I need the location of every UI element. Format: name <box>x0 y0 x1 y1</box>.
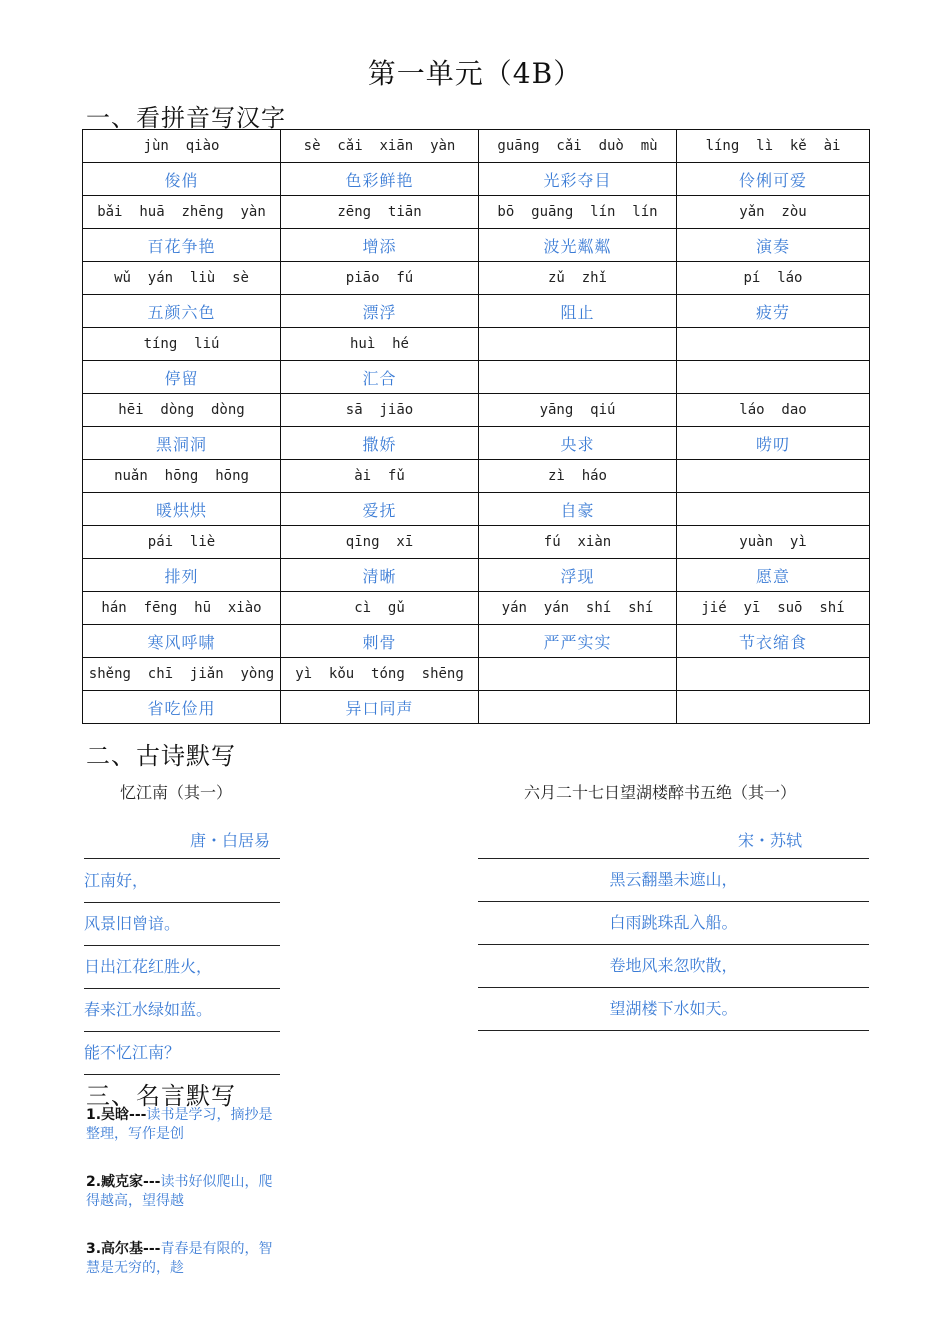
pinyin-cell: zì háo <box>479 460 677 493</box>
pinyin-cell: yán yán shí shí <box>479 592 677 625</box>
quote-author: 2.臧克家--- <box>86 1174 161 1190</box>
pinyin-row <box>83 592 870 625</box>
quote-text: 读书好似爬山，爬得越高，望得越 <box>86 1174 273 1209</box>
hanzi-cell <box>479 361 677 394</box>
poem-author-rule <box>84 816 280 859</box>
pinyin-cell: bō guāng lín lín <box>479 196 677 229</box>
pinyin-cell <box>677 658 870 691</box>
poem-line: 风景旧曾谙。 <box>84 903 280 946</box>
hanzi-row <box>83 691 870 724</box>
hanzi-cell: 百花争艳 <box>83 229 281 262</box>
pinyin-cell: shěng chī jiǎn yòng <box>83 658 281 691</box>
hanzi-cell: 央求 <box>479 427 677 460</box>
poem-author: 唐・白居易 <box>190 831 271 850</box>
pinyin-cell: hán fēng hū xiào <box>83 592 281 625</box>
hanzi-cell <box>677 361 870 394</box>
hanzi-cell: 暖烘烘 <box>83 493 281 526</box>
pinyin-cell: ài fǔ <box>281 460 479 493</box>
page-title: 第一单元（4B） <box>367 57 583 90</box>
hanzi-row <box>83 229 870 262</box>
pinyin-cell: zǔ zhǐ <box>479 262 677 295</box>
pinyin-cell: guāng cǎi duò mù <box>479 130 677 163</box>
pinyin-cell: hēi dòng dòng <box>83 394 281 427</box>
hanzi-cell: 波光粼粼 <box>479 229 677 262</box>
pinyin-cell: jié yī suō shí <box>677 592 870 625</box>
poem-line: 卷地风来忽吹散， <box>478 945 869 988</box>
hanzi-cell: 严严实实 <box>479 625 677 658</box>
hanzi-cell: 光彩夺目 <box>479 163 677 196</box>
hanzi-row <box>83 361 870 394</box>
hanzi-cell <box>479 691 677 724</box>
pinyin-cell: jùn qiào <box>83 130 281 163</box>
poem-line: 春来江水绿如蓝。 <box>84 989 280 1032</box>
pinyin-row <box>83 262 870 295</box>
pinyin-cell: fú xiàn <box>479 526 677 559</box>
hanzi-cell: 停留 <box>83 361 281 394</box>
pinyin-cell: piāo fú <box>281 262 479 295</box>
hanzi-cell: 愿意 <box>677 559 870 592</box>
poem-line: 白雨跳珠乱入船。 <box>478 902 869 945</box>
hanzi-cell: 省吃俭用 <box>83 691 281 724</box>
quote-author: 1.吴晗--- <box>86 1107 147 1123</box>
pinyin-cell: sè cǎi xiān yàn <box>281 130 479 163</box>
section-heading-quotes: 三、名言默写 <box>86 1082 236 1110</box>
poem-line: 黑云翻墨未遮山， <box>478 859 869 902</box>
hanzi-cell: 色彩鲜艳 <box>281 163 479 196</box>
hanzi-cell: 节衣缩食 <box>677 625 870 658</box>
section-heading-pinyin: 一、看拼音写汉字 <box>86 104 286 132</box>
pinyin-cell: tíng liú <box>83 328 281 361</box>
poem-author-rule <box>478 816 869 859</box>
pinyin-cell: zēng tiān <box>281 196 479 229</box>
hanzi-cell: 阻止 <box>479 295 677 328</box>
quote-item <box>86 1106 276 1144</box>
hanzi-cell: 排列 <box>83 559 281 592</box>
pinyin-cell: qīng xī <box>281 526 479 559</box>
poem-line: 能不忆江南？ <box>84 1032 280 1075</box>
hanzi-row <box>83 493 870 526</box>
pinyin-cell <box>479 658 677 691</box>
hanzi-cell: 增添 <box>281 229 479 262</box>
hanzi-cell: 黑洞洞 <box>83 427 281 460</box>
pinyin-cell: pí láo <box>677 262 870 295</box>
poem-title: 忆江南（其一） <box>120 783 233 802</box>
hanzi-cell: 唠叨 <box>677 427 870 460</box>
pinyin-row <box>83 658 870 691</box>
hanzi-cell: 汇合 <box>281 361 479 394</box>
hanzi-cell: 俊俏 <box>83 163 281 196</box>
poem-title: 六月二十七日望湖楼醉书五绝（其一） <box>524 783 797 802</box>
hanzi-cell: 撒娇 <box>281 427 479 460</box>
pinyin-cell: pái liè <box>83 526 281 559</box>
poem-line: 望湖楼下水如天。 <box>478 988 869 1031</box>
pinyin-cell: yì kǒu tóng shēng <box>281 658 479 691</box>
pinyin-cell: wǔ yán liù sè <box>83 262 281 295</box>
hanzi-cell: 清晰 <box>281 559 479 592</box>
hanzi-cell: 漂浮 <box>281 295 479 328</box>
pinyin-cell: yǎn zòu <box>677 196 870 229</box>
quote-text: 读书是学习，摘抄是整理，写作是创 <box>86 1107 273 1142</box>
pinyin-cell <box>677 328 870 361</box>
pinyin-cell: bǎi huā zhēng yàn <box>83 196 281 229</box>
quote-author: 3.高尔基--- <box>86 1241 161 1257</box>
hanzi-row <box>83 295 870 328</box>
poem-author: 宋・苏轼 <box>738 831 803 850</box>
quote-text: 青春是有限的，智慧是无穷的，趁 <box>86 1241 273 1276</box>
pinyin-cell: huì hé <box>281 328 479 361</box>
pinyin-row <box>83 196 870 229</box>
poem-line: 江南好， <box>84 860 280 903</box>
pinyin-cell <box>479 328 677 361</box>
pinyin-cell: yuàn yì <box>677 526 870 559</box>
pinyin-cell: cì gǔ <box>281 592 479 625</box>
pinyin-cell: yāng qiú <box>479 394 677 427</box>
hanzi-cell: 异口同声 <box>281 691 479 724</box>
hanzi-row <box>83 427 870 460</box>
quote-item <box>86 1240 276 1278</box>
section-heading-poems: 二、古诗默写 <box>86 742 236 770</box>
hanzi-cell <box>677 493 870 526</box>
pinyin-row <box>83 328 870 361</box>
hanzi-cell: 伶俐可爱 <box>677 163 870 196</box>
pinyin-cell: láo dao <box>677 394 870 427</box>
hanzi-cell: 自豪 <box>479 493 677 526</box>
pinyin-cell: líng lì kě ài <box>677 130 870 163</box>
hanzi-row <box>83 625 870 658</box>
pinyin-cell <box>677 460 870 493</box>
hanzi-cell: 演奏 <box>677 229 870 262</box>
hanzi-cell: 浮现 <box>479 559 677 592</box>
hanzi-cell: 五颜六色 <box>83 295 281 328</box>
hanzi-cell: 爱抚 <box>281 493 479 526</box>
hanzi-cell: 刺骨 <box>281 625 479 658</box>
poem-line: 日出江花红胜火， <box>84 946 280 989</box>
quote-item <box>86 1173 276 1211</box>
hanzi-cell: 疲劳 <box>677 295 870 328</box>
pinyin-table <box>82 129 870 724</box>
pinyin-row <box>83 526 870 559</box>
pinyin-cell: nuǎn hōng hōng <box>83 460 281 493</box>
hanzi-row <box>83 559 870 592</box>
hanzi-cell: 寒风呼啸 <box>83 625 281 658</box>
pinyin-row <box>83 460 870 493</box>
hanzi-row <box>83 163 870 196</box>
pinyin-row <box>83 130 870 163</box>
pinyin-row <box>83 394 870 427</box>
pinyin-cell: sā jiāo <box>281 394 479 427</box>
hanzi-cell <box>677 691 870 724</box>
